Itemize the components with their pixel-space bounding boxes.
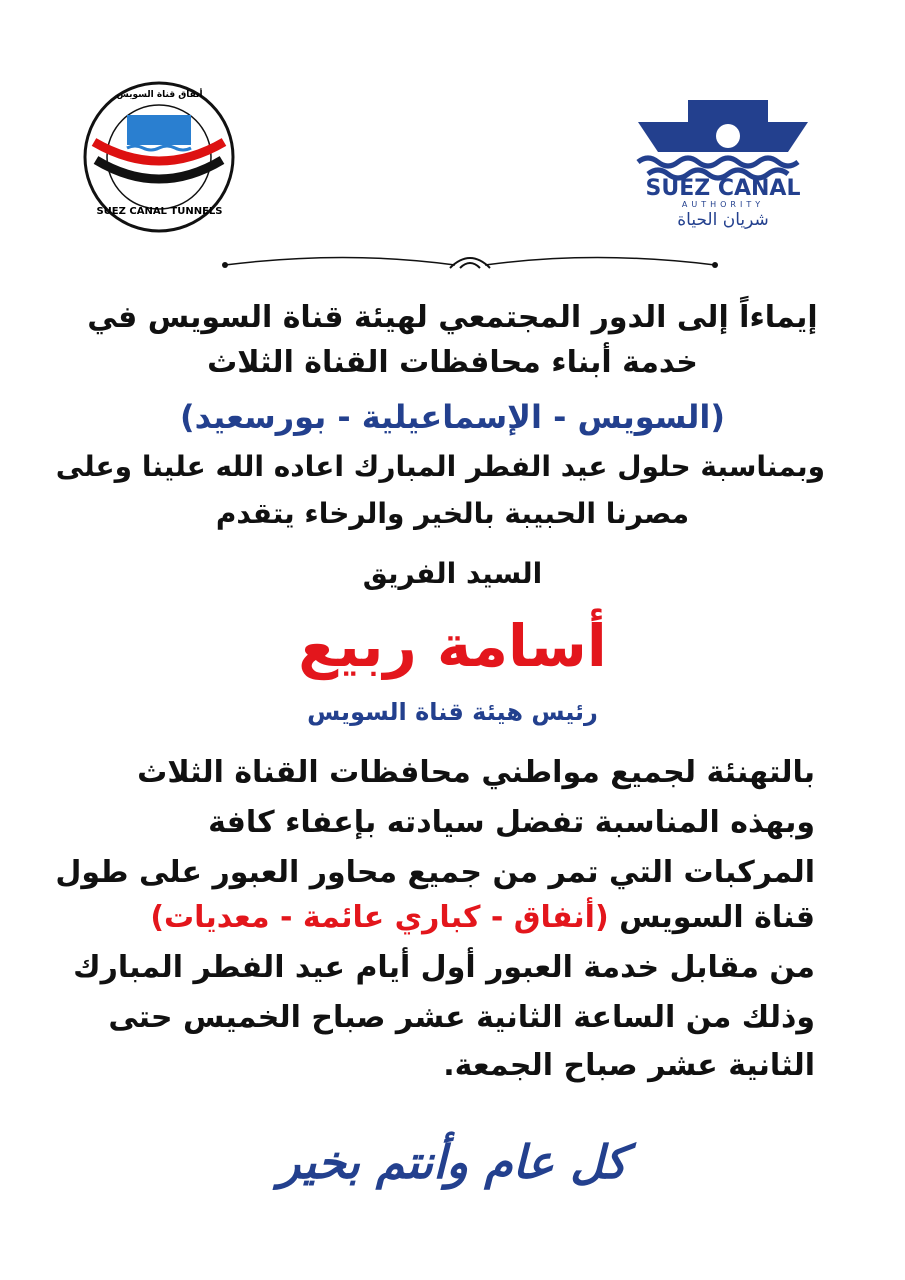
left-logo-arabic: أنفاق قناة السويس (116, 90, 203, 100)
suez-canal-tunnels-logo (82, 80, 237, 235)
intro-line-5: مصرنا الحبيبة بالخير والرخاء يتقدم (215, 497, 690, 530)
intro-line-4: وبمناسبة حلول عيد الفطر المبارك اعاده الله علينا وعلى (55, 450, 825, 483)
suez-canal-authority-logo (628, 72, 818, 242)
right-logo-sub: AUTHORITY (681, 200, 765, 209)
right-logo-arabic: شريان الحياة (677, 210, 769, 230)
governorates: (السويس - الإسماعيلية - بورسعيد) (180, 398, 725, 436)
body-line-3: المركبات التي تمر من جميع محاور العبور على طول (55, 855, 815, 890)
person-rank: السيد الفريق (362, 557, 543, 590)
body-line-1: بالتهنئة لجميع مواطني محافظات القناة الثلاث (137, 755, 815, 790)
intro-line-2: خدمة أبناء محافظات القناة الثلاث (207, 345, 698, 380)
closing-calligraphy: كل عام وأنتم بخير (278, 1135, 627, 1189)
body-line-4a: قناة السويس (619, 900, 815, 935)
left-logo-text: SUEZ CANAL TUNNELS (96, 206, 223, 217)
crossing-types: (أنفاق - كباري عائمة - معديات) (150, 900, 609, 935)
body-line-6: وذلك من الساعة الثانية عشر صباح الخميس حتى (108, 1000, 815, 1035)
right-logo-title: SUEZ CANAL (645, 176, 801, 201)
person-title: رئيس هيئة قناة السويس (307, 698, 598, 726)
body-line-5: من مقابل خدمة العبور أول أيام عيد الفطر المبارك (73, 950, 815, 985)
person-name: أسامة ربيع (298, 612, 607, 680)
intro-line-1: إيماءاً إلى الدور المجتمعي لهيئة قناة السويس في (87, 300, 818, 335)
body-line-4 (80, 900, 815, 935)
body-line-7: الثانية عشر صباح الجمعة. (443, 1048, 815, 1083)
ornament-divider (215, 250, 725, 280)
body-line-2: وبهذه المناسبة تفضل سيادته بإعفاء كافة (208, 805, 815, 840)
